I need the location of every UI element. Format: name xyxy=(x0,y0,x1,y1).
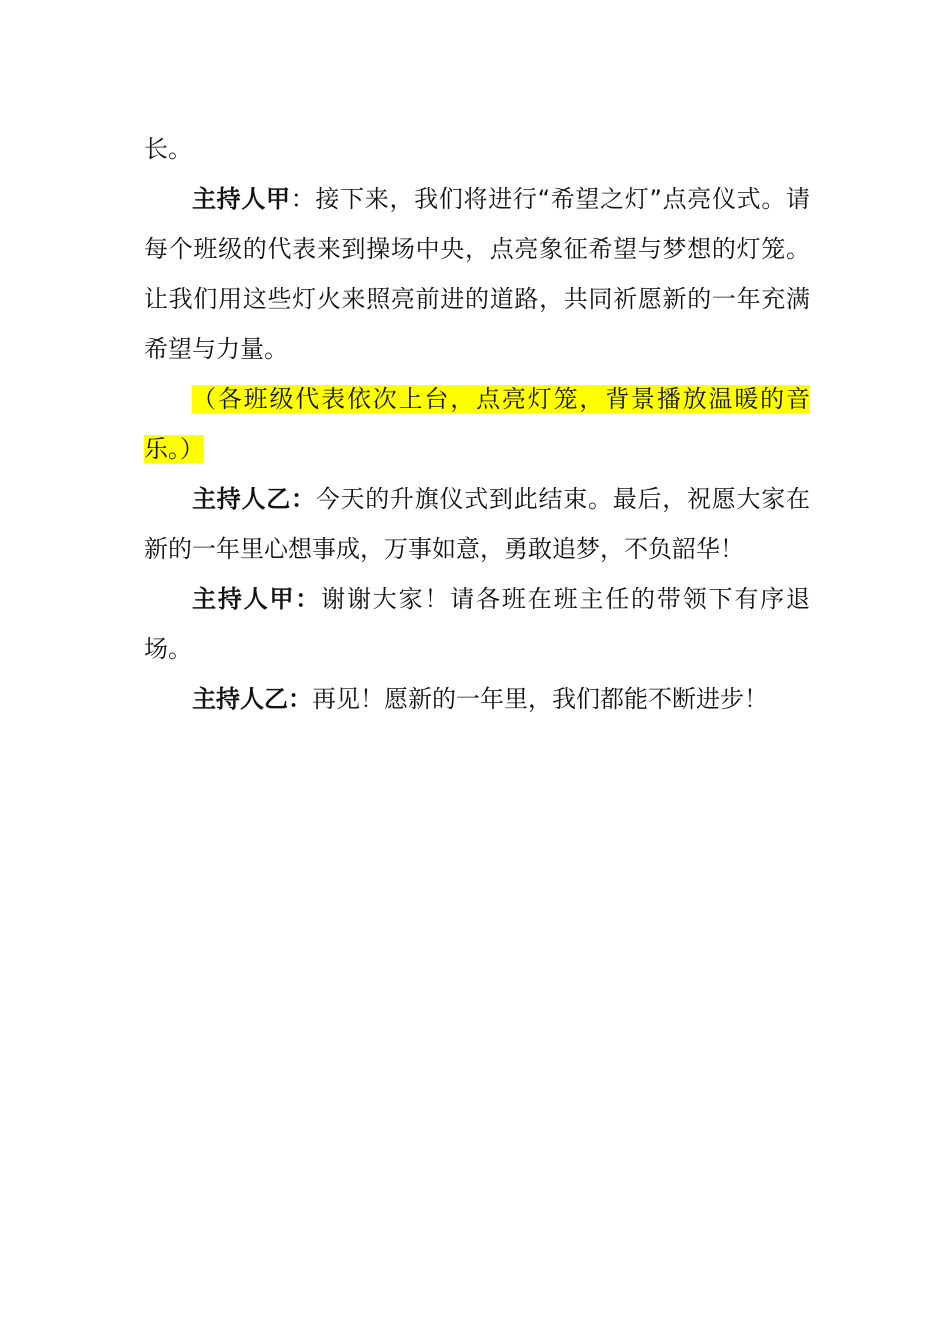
paragraph-host-b-closing xyxy=(144,474,810,574)
highlighted-stage-direction-text: （各班级代表依次上台，点亮灯笼，背景播放温暖的音乐。） xyxy=(144,385,810,463)
paragraph-text: 再见！愿新的一年里，我们都能不断进步！ xyxy=(312,685,768,713)
speaker-label: 主持人乙： xyxy=(192,485,316,513)
speaker-label: 主持人甲 xyxy=(192,185,291,213)
document-page xyxy=(144,124,810,724)
paragraph-text: 谢谢大家！请各班在班主任的带领下有序退场。 xyxy=(144,585,811,663)
paragraph-continuation xyxy=(144,124,810,174)
paragraph-host-a-lantern xyxy=(144,174,810,374)
speaker-label: 主持人甲： xyxy=(192,585,322,613)
paragraph-text: 长。 xyxy=(144,135,192,163)
stage-direction xyxy=(144,374,810,474)
paragraph-host-a-thanks xyxy=(144,574,810,674)
paragraph-host-b-farewell xyxy=(144,674,810,724)
paragraph-text: 今天的升旗仪式到此结束。最后，祝愿大家在新的一年里心想事成，万事如意，勇敢追梦，不负韶华！ xyxy=(144,485,810,563)
paragraph-text: ：接下来，我们将进行“希望之灯”点亮仪式。请每个班级的代表来到操场中央，点亮象征希望与梦想的灯笼。让我们用这些灯火来照亮前进的道路，共同祈愿新的一年充满希望与力量。 xyxy=(144,185,811,363)
speaker-label: 主持人乙： xyxy=(192,685,312,713)
